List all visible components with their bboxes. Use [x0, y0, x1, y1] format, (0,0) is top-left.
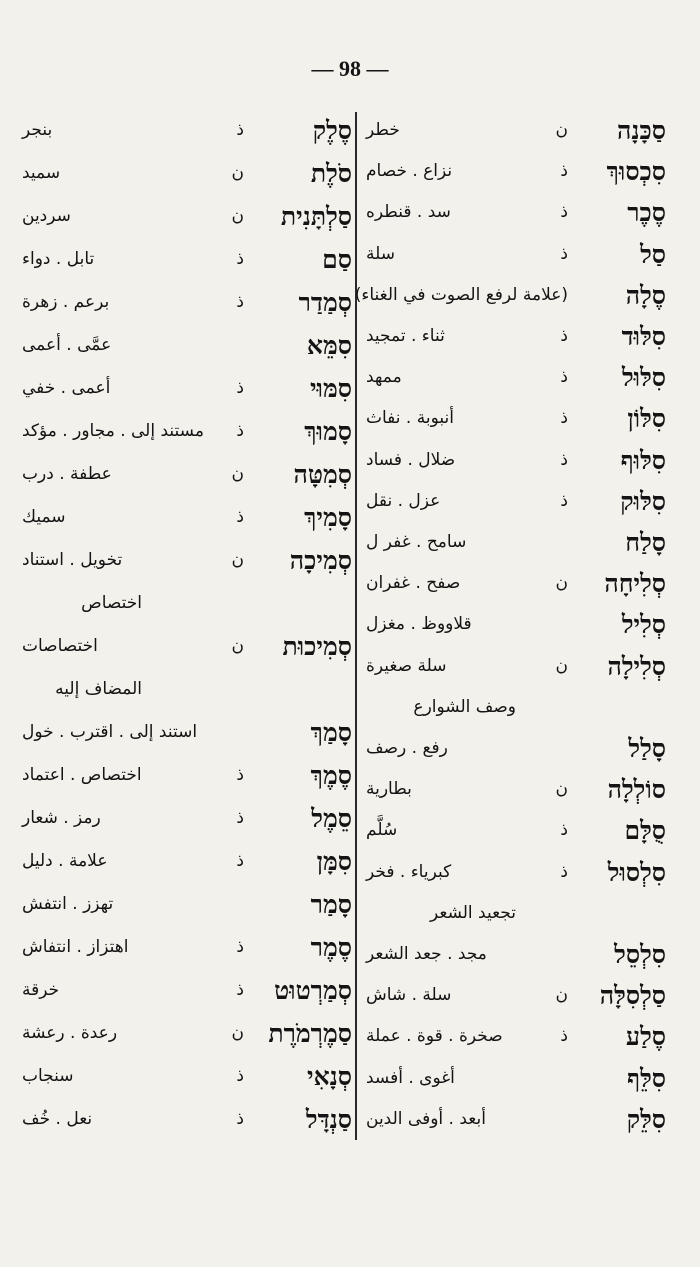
dictionary-entry [366, 1060, 666, 1098]
meaning: استند إلى . اقترب . خول [22, 722, 198, 742]
meaning: تهزز . انتفش [22, 894, 114, 914]
headword: סֵמֶל [311, 804, 352, 833]
part-of-speech: ذ [560, 161, 568, 182]
part-of-speech: ذ [236, 765, 244, 785]
part-of-speech: ن [231, 163, 244, 183]
headword: סֶלֶק [312, 116, 352, 145]
meaning: سلة [366, 243, 395, 264]
dictionary-entry [366, 648, 666, 686]
meaning: أنبوبة . نفاث [366, 408, 454, 429]
meaning: أغوى . أفسد [366, 1067, 455, 1088]
part-of-speech: ذ [236, 937, 244, 957]
headword: סִלְסוּל [607, 857, 666, 887]
headword: סִלֵּק [626, 1104, 666, 1134]
dictionary-entry [22, 671, 352, 709]
part-of-speech: ذ [236, 1066, 244, 1086]
headword: סִלּוֹן [627, 404, 666, 434]
headword: סַכָּנָה [617, 116, 666, 145]
meaning: سلة . شاش [366, 985, 452, 1006]
dictionary-entry [22, 1015, 352, 1053]
dictionary-entry [22, 284, 352, 322]
part-of-speech: ذ [560, 820, 568, 841]
dictionary-entry [366, 153, 666, 191]
part-of-speech: ذ [560, 1026, 568, 1047]
headword: סַל [640, 239, 666, 269]
dictionary-entry [22, 757, 352, 795]
dictionary-entry [22, 800, 352, 838]
dictionary-entry [366, 524, 666, 562]
dictionary-entry [22, 327, 352, 365]
dictionary-entry [366, 318, 666, 356]
headword: סַלְסִלָּה [599, 981, 666, 1011]
headword: סֻלָּם [624, 816, 666, 846]
dictionary-entry [366, 936, 666, 974]
part-of-speech: ذ [236, 1109, 244, 1129]
headword: סֹלֶת [310, 159, 352, 188]
headword: סֶמֶר [310, 933, 352, 962]
meaning: كبرياء . فخر [366, 861, 452, 882]
part-of-speech: ذ [236, 378, 244, 398]
headword: סְמַדַר [298, 288, 352, 317]
headword: סִלֵּף [627, 1063, 666, 1093]
part-of-speech: ن [555, 655, 568, 676]
meaning: رمز . شعار [22, 808, 101, 828]
meaning: (علامة لرفع الصوت في الغناء) [354, 284, 568, 305]
meaning: اختصاصات [22, 636, 98, 656]
part-of-speech: ذ [560, 202, 568, 223]
meaning: سميد [22, 163, 61, 183]
meaning: اختصاص . اعتماد [22, 765, 142, 785]
part-of-speech: ن [555, 779, 568, 800]
dictionary-entry [366, 1018, 666, 1056]
dictionary-entry [366, 359, 666, 397]
headword: סָמַר [310, 890, 352, 919]
meaning: ممهد [366, 367, 402, 388]
meaning: سلة صغيرة [366, 655, 447, 676]
part-of-speech: ذ [236, 808, 244, 828]
part-of-speech: ذ [560, 861, 568, 882]
dictionary-entry [22, 843, 352, 881]
meaning: صخرة . قوة . عملة [366, 1026, 503, 1047]
meaning: نزاع . خصام [366, 161, 453, 182]
part-of-speech: ن [231, 636, 244, 656]
dictionary-entry [366, 565, 666, 603]
headword: סְלִילָה [607, 651, 666, 681]
headword: סִלּוּל [621, 363, 666, 393]
dictionary-entry [366, 606, 666, 644]
meaning-continuation: وصف الشوارع [413, 696, 516, 717]
meaning: سد . قنطره [366, 202, 451, 223]
dictionary-entry [22, 1101, 352, 1139]
dictionary-entry [22, 456, 352, 494]
meaning: بنجر [22, 120, 53, 140]
headword: סִמָּן [316, 847, 352, 876]
dictionary-entry [366, 483, 666, 521]
meaning: نعل . خُف [22, 1109, 93, 1129]
part-of-speech: ذ [236, 980, 244, 1000]
part-of-speech: ذ [236, 851, 244, 871]
headword: סְנָאִי [307, 1062, 352, 1091]
part-of-speech: ن [231, 1023, 244, 1043]
page-number: — 98 — [311, 56, 389, 81]
meaning: ثناء . تمجيد [366, 326, 445, 346]
meaning: قلاووظ . مغزل [366, 614, 472, 635]
meaning: اهتزاز . انتفاش [22, 937, 129, 957]
headword: סַלְתָּנִית [280, 202, 352, 231]
meaning: تابل . دواء [22, 249, 95, 269]
part-of-speech: ذ [560, 367, 568, 388]
dictionary-entry [366, 400, 666, 438]
headword: סֶלַע [625, 1022, 666, 1052]
part-of-speech: ذ [236, 421, 244, 441]
headword: סֶכֶר [627, 198, 666, 228]
part-of-speech: ذ [236, 507, 244, 527]
meaning: علامة . دليل [22, 851, 108, 871]
headword: סְמִיכוּת [282, 632, 352, 661]
headword: סְמִטָּה [293, 460, 352, 489]
dictionary-entry [366, 977, 666, 1015]
meaning: رعدة . رعشة [22, 1023, 118, 1043]
meaning: سردين [22, 206, 71, 226]
headword: סָמַךְ [310, 718, 352, 747]
meaning: خرقة [22, 980, 60, 1000]
meaning: سامح . غفر ل [366, 532, 467, 552]
dictionary-entry [22, 714, 352, 752]
headword: סָלַח [625, 528, 666, 557]
dictionary-entry [366, 442, 666, 480]
meaning: سميك [22, 507, 66, 527]
meaning: عمَّى . أعمى [22, 335, 112, 355]
dictionary-entry [366, 689, 666, 727]
headword: סָמוּךְ [304, 417, 352, 446]
dictionary-entry [366, 1101, 666, 1139]
column-divider [355, 112, 357, 1140]
meaning: بطارية [366, 779, 412, 800]
dictionary-entry [22, 886, 352, 924]
part-of-speech: ذ [560, 326, 568, 346]
part-of-speech: ذ [236, 292, 244, 312]
part-of-speech: ن [555, 120, 568, 140]
meaning: تخويل . استناد [22, 550, 123, 570]
headword: סָלַל [628, 734, 666, 763]
dictionary-entry [366, 194, 666, 232]
headword: סָמִיךְ [304, 503, 352, 532]
dictionary-entry [366, 236, 666, 274]
dictionary-entry [22, 241, 352, 279]
headword: סְמִיכָה [289, 546, 352, 575]
meaning: رفع . رصف [366, 738, 448, 758]
dictionary-entry [22, 929, 352, 967]
meaning: مجد . جعد الشعر [366, 944, 487, 964]
headword: סִמּוּי [310, 374, 352, 403]
headword: סוֹלְלָה [607, 775, 666, 805]
dictionary-entry [22, 413, 352, 451]
headword: סֶמֶךְ [310, 761, 352, 790]
meaning: عزل . نقل [366, 490, 441, 511]
dictionary-entry [366, 854, 666, 892]
meaning: سنجاب [22, 1066, 74, 1086]
part-of-speech: ذ [560, 408, 568, 429]
headword: סְמַרְטוּט [274, 976, 352, 1005]
meaning: خطر [366, 120, 400, 140]
dictionary-entry [22, 585, 352, 623]
dictionary-entry [354, 277, 666, 315]
headword: סִלּוּף [620, 445, 666, 475]
part-of-speech: ذ [236, 249, 244, 269]
meaning: مستند إلى . مجاور . مؤكد [22, 421, 204, 441]
headword: סֶלָה [625, 280, 666, 310]
dictionary-entry [366, 895, 666, 933]
dictionary-entry [366, 771, 666, 809]
meaning: أبعد . أوفى الدين [366, 1108, 486, 1129]
dictionary-entry [366, 812, 666, 850]
dictionary-entry [22, 198, 352, 236]
dictionary-entry [366, 112, 666, 150]
dictionary-entry [366, 730, 666, 768]
part-of-speech: ذ [560, 490, 568, 511]
dictionary-entry [22, 1058, 352, 1096]
headword: סִלּוּק [620, 486, 666, 516]
meaning: أعمى . خفي [22, 378, 111, 398]
meaning-continuation: تجعيد الشعر [429, 902, 516, 923]
dictionary-entry [22, 112, 352, 150]
meaning: عطفة . درب [22, 464, 112, 484]
headword: סְלִיחָה [604, 569, 666, 599]
headword: סַם [322, 245, 352, 274]
meaning-continuation: المضاف إليه [55, 679, 142, 699]
meaning: سُلَّم [366, 820, 398, 841]
headword: סִלְסֵל [614, 940, 666, 969]
part-of-speech: ذ [560, 243, 568, 264]
dictionary-entry [22, 628, 352, 666]
meaning: برعم . زهرة [22, 292, 110, 312]
dictionary-entry [22, 542, 352, 580]
headword: סַנְדָּל [305, 1105, 352, 1134]
part-of-speech: ن [231, 550, 244, 570]
headword: סִכְסוּךְ [606, 157, 666, 187]
meaning-continuation: اختصاص [81, 593, 142, 613]
meaning: صفح . غفران [366, 573, 461, 594]
dictionary-entry [22, 155, 352, 193]
dictionary-entry [22, 370, 352, 408]
dictionary-entry [22, 499, 352, 537]
part-of-speech: ذ [560, 449, 568, 470]
part-of-speech: ن [555, 573, 568, 594]
headword: סִלּוּד [621, 322, 666, 351]
part-of-speech: ذ [236, 120, 244, 140]
headword: סְלִיל [621, 610, 666, 640]
part-of-speech: ن [555, 985, 568, 1006]
dictionary-entry [22, 972, 352, 1010]
meaning: ضلال . فساد [366, 449, 456, 470]
part-of-speech: ن [231, 206, 244, 226]
headword: סַמֶרְמֹרֶת [268, 1019, 352, 1048]
headword: סִמֵּא [306, 331, 352, 360]
part-of-speech: ن [231, 464, 244, 484]
